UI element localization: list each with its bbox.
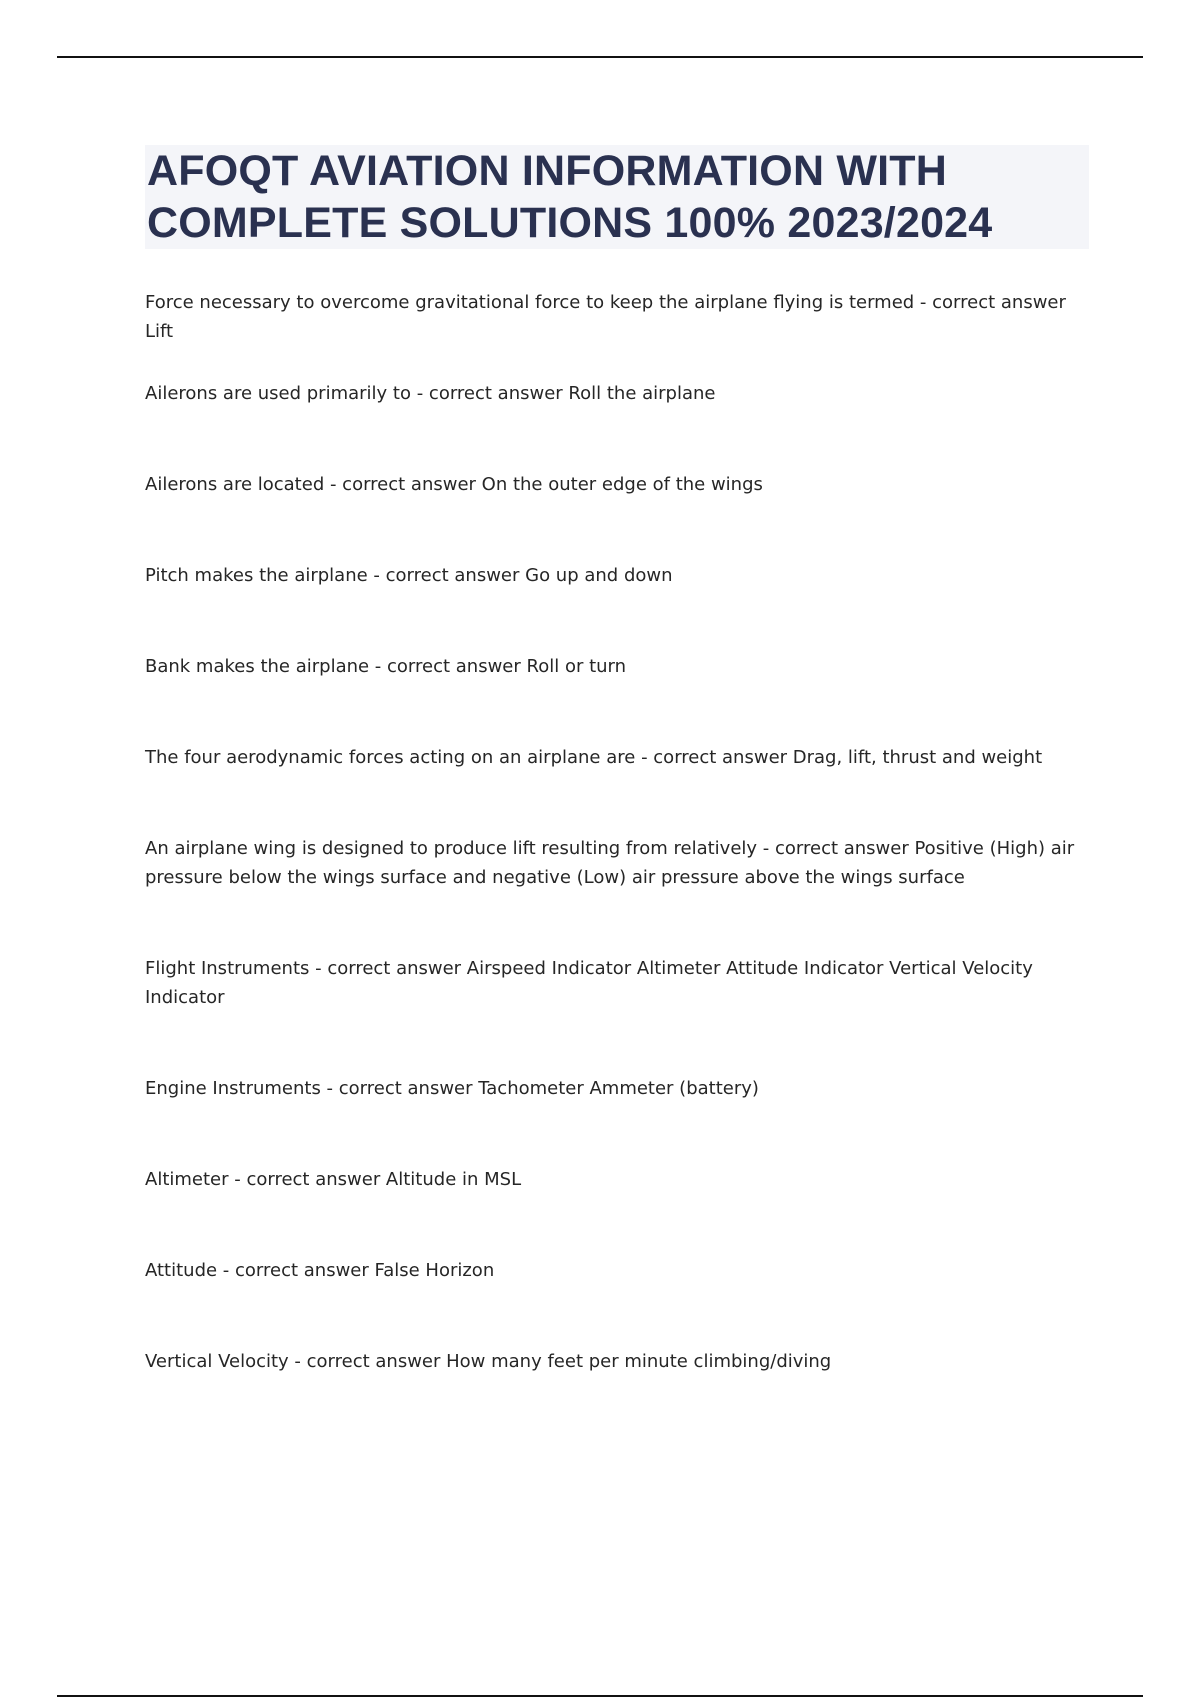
qa-item: Pitch makes the airplane - correct answer Go up and down	[145, 565, 673, 586]
qa-item: Vertical Velocity - correct answer How many feet per minute climbing/diving	[145, 1351, 832, 1372]
bottom-rule	[57, 1695, 1143, 1697]
title-banner	[145, 145, 1089, 249]
qa-item: Bank makes the airplane - correct answer Roll or turn	[145, 656, 627, 677]
title-line-2: COMPLETE SOLUTIONS 100% 2023/2024	[147, 199, 993, 247]
qa-item: Attitude - correct answer False Horizon	[145, 1260, 495, 1281]
qa-item: Altimeter - correct answer Altitude in MSL	[145, 1169, 522, 1190]
qa-item: Flight Instruments - correct answer Airspeed Indicator Altimeter Attitude Indicator Vertical Velocity Indicator	[145, 958, 1033, 1008]
qa-item: Ailerons are located - correct answer On the outer edge of the wings	[145, 474, 763, 495]
qa-item: Force necessary to overcome gravitational force to keep the airplane flying is termed - correct answer Lift	[145, 292, 1066, 342]
page-title	[147, 145, 1089, 249]
qa-list	[145, 288, 1095, 1438]
top-rule	[57, 56, 1143, 58]
qa-item: The four aerodynamic forces acting on an airplane are - correct answer Drag, lift, thrust and weight	[145, 747, 1043, 768]
qa-item: An airplane wing is designed to produce lift resulting from relatively - correct answer Positive (High) air pressure below the wings surface and negative (Low) air pressure above the wings surface	[145, 838, 1075, 888]
qa-item: Engine Instruments - correct answer Tachometer Ammeter (battery)	[145, 1078, 759, 1099]
qa-item: Ailerons are used primarily to - correct answer Roll the airplane	[145, 383, 716, 404]
title-line-1: AFOQT AVIATION INFORMATION WITH	[147, 147, 947, 195]
